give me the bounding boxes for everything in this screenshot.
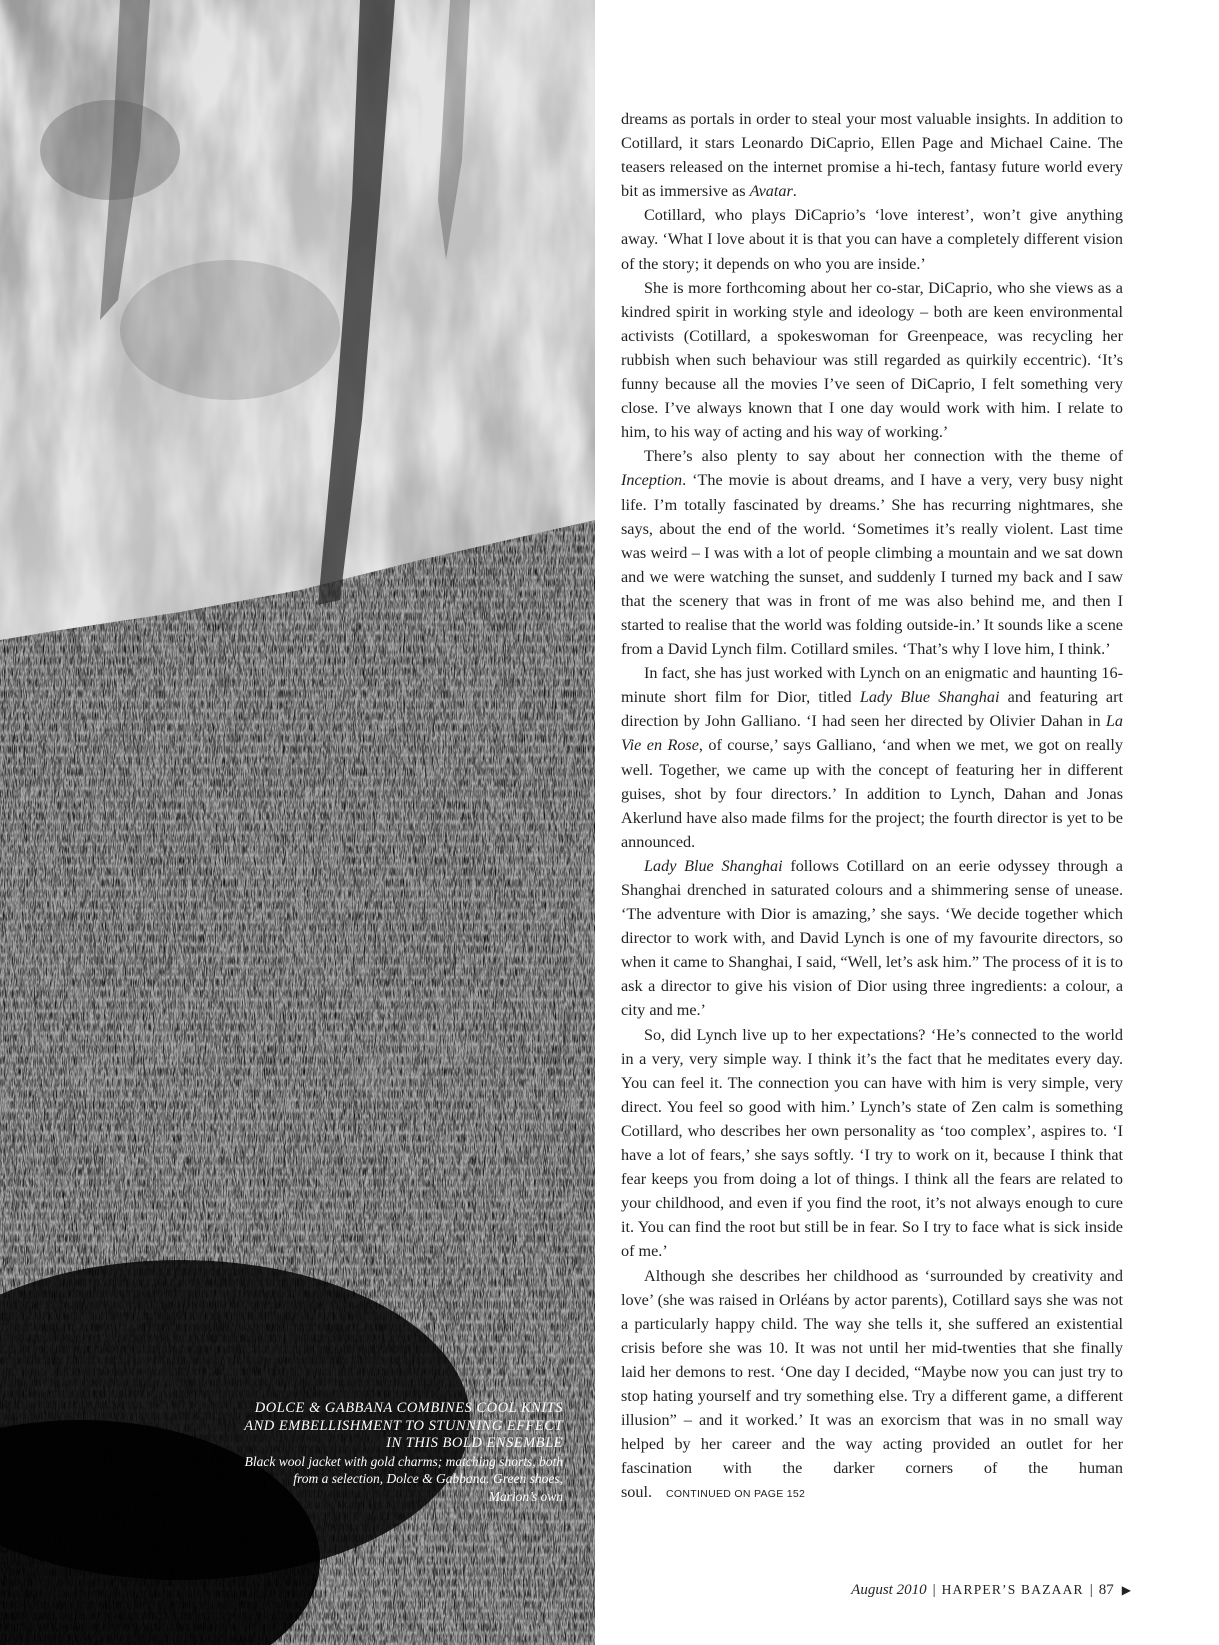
continued-on-page-link[interactable]: CONTINUED ON PAGE 152 — [666, 1488, 806, 1501]
paragraph: Cotillard, who plays DiCaprio’s ‘love interest’, won’t give anything away. ‘What I love about it is that you can have a completely different vision of the story; it depends on who you are inside.’ — [621, 206, 1123, 273]
paragraph: dreams as portals in order to steal your most valuable insights. In addition to Cotillard, it stars Leonardo DiCaprio, Ellen Page and Michael Caine. The teasers released on the internet promise a hi-tech, fantasy future world every bit as immersive as Avatar. — [621, 110, 1123, 201]
film-title: Lady Blue Shanghai — [859, 688, 1000, 707]
paragraph: There’s also plenty to say about her connection with the theme of Inception. ‘The movie is about dreams, and I have a very, very busy night life. I’m totally fascinated by dreams.’ She has recurring nightmares, she says, about the end of the world. ‘Sometimes it’s really violent. Last time was weird – I was with a lot of people climbing a mountain and we sat down and we were watching the sunset, and suddenly I turned my back and I saw that the scenery that was in front of me was also behind me, and then I started to realise that the world was folding outside-in.’ It sounds like a scene from a David Lynch film. Cotillard smiles. ‘That’s why I love him, I think.’ — [621, 447, 1123, 659]
film-title: Inception — [621, 471, 683, 490]
paragraph: So, did Lynch live up to her expectations? ‘He’s connected to the world in a very, very simple way. I think it’s the fact that he meditates every day. You can feel it. The connection you can have with him is very simple, very direct. You feel so good with him.’ Lynch’s state of Zen calm is something Cotillard, who describes her own personality as ‘too complex’, aspires to. ‘I have a lot of fears,’ she says softly. ‘I try to work on it, because I think that fear keeps you from doing a lot of things. I think all the fears are related to your childhood, and even if you find the root, it’s not always enough to cure it. You can find the root but still be in fear. So I try to face what is sick inside of me.’ — [621, 1025, 1123, 1261]
photo-caption — [243, 1400, 563, 1505]
film-title: La Vie en Rose — [621, 712, 1123, 755]
folio-separator: | — [1089, 1582, 1093, 1598]
right-triangle-icon[interactable]: ▶ — [1121, 1583, 1131, 1597]
page-number: 87 — [1098, 1582, 1114, 1598]
paragraph: In fact, she has just worked with Lynch on an enigmatic and haunting 16-minute short film for Dior, titled Lady Blue Shanghai and featuring art direction by John Galliano. ‘I had seen her directed by Olivier Dahan in La Vie en Rose, of course,’ says Galliano, ‘and when we met, we got on really well. Together, we came up with the concept of featuring her in different guises, shot by four directors.’ In addition to Lynch, Dahan and Jonas Akerlund have also made films for the project; the fourth director is yet to be announced. — [621, 664, 1123, 851]
editorial-photo — [0, 0, 595, 1645]
caption-headline: DOLCE & GABBANA COMBINES COOL KNITS AND EMBELLISHMENT TO STUNNING EFFECT IN THIS BOLD ENSEMBLE — [244, 1400, 563, 1451]
photo-artwork — [0, 0, 595, 1645]
film-title: Avatar — [749, 182, 793, 201]
film-title: Lady Blue Shanghai — [644, 856, 783, 875]
page-folio — [851, 1582, 1131, 1599]
article-body — [621, 107, 1123, 1506]
paragraph: She is more forthcoming about her co-star, DiCaprio, who she views as a kindred spirit in working style and ideology – both are keen environmental activists (Cotillard, a spokeswoman for Greenpeace, was recycling her rubbish when such behaviour was still regarded as quirkily eccentric). ‘It’s funny because all the movies I’ve seen of DiCaprio, I felt something very close. I’ve always known that I one day would work with him. I relate to him, to his way of acting and his way of working.’ — [621, 278, 1123, 442]
paragraph: Although she describes her childhood as ‘surrounded by creativity and love’ (she was raised in Orléans by actor parents), Cotillard says she was not a particularly happy child. The way she tells it, she suffered an existential crisis before she was 10. It was not until her mid-twenties that she finally laid her demons to rest. ‘One day I decided, “Maybe now you can just try to stop hating yourself and try something else. Try a different game, a different illusion” – and it worked.’ It was an exorcism that was in no small way helped by her career and the way acting provided an outlet for her fascination with the darker corners of the human soul. CONTINUED ON PAGE 152 — [621, 1266, 1123, 1502]
issue-date: August 2010 — [851, 1582, 927, 1598]
paragraph: Lady Blue Shanghai follows Cotillard on an eerie odyssey through a Shanghai drenched in saturated colours and a shimmering sense of unease. ‘The adventure with Dior is amazing,’ she says. ‘We decide together which director to work with, and David Lynch is one of my favourite directors, so when it came to Shanghai, I said, “Well, let’s ask him.” The process of it is to ask a director to give his vision of Dior using three ingredients: a colour, a city and me.’ — [621, 856, 1123, 1020]
folio-separator: | — [932, 1582, 936, 1598]
magazine-name: HARPER’S BAZAAR — [941, 1582, 1084, 1597]
caption-credits: Black wool jacket with gold charms; matching shorts, both from a selection, Dolce & Gabbana. Green shoes, Marion’s own — [244, 1453, 563, 1504]
